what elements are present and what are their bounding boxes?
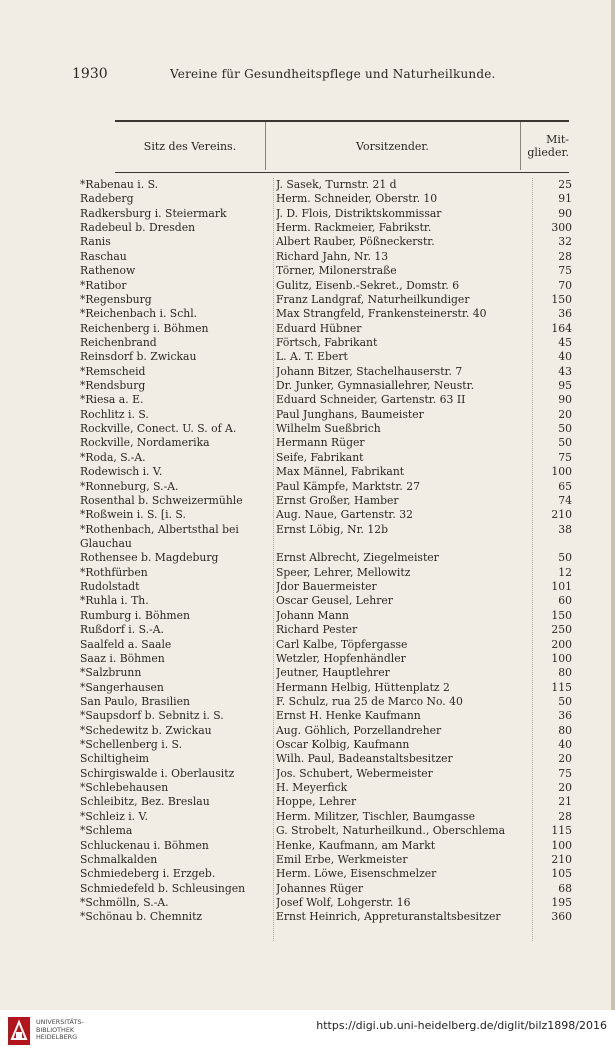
- library-name: UNIVERSITÄTS- BIBLIOTHEK HEIDELBERG: [36, 1018, 84, 1042]
- members-cell: 150: [551, 608, 572, 622]
- seat-cell: *Schedewitz b. Zwickau: [80, 723, 212, 737]
- members-cell: 45: [558, 335, 572, 349]
- seat-cell: *Schmölln, S.-A.: [80, 895, 169, 909]
- members-cell: 50: [558, 422, 572, 436]
- table-row: [70, 379, 572, 393]
- chair-cell: Jeutner, Hauptlehrer: [276, 666, 390, 680]
- chair-cell: Richard Pester: [276, 623, 358, 637]
- chair-cell: Ernst Heinrich, Appreturanstaltsbesitzer: [276, 910, 501, 924]
- table-row: [70, 221, 572, 235]
- members-cell: 32: [558, 235, 572, 249]
- chair-cell: Hermann Rüger: [276, 436, 365, 450]
- table-row: [70, 293, 572, 307]
- table-row: [70, 709, 572, 723]
- members-cell: 21: [558, 795, 572, 809]
- chair-cell: H. Meyerfick: [276, 781, 348, 795]
- table-row: [70, 609, 572, 623]
- table-row: [70, 422, 572, 436]
- table-row: [70, 279, 572, 293]
- members-cell: 28: [558, 809, 572, 823]
- members-cell: 12: [558, 565, 572, 579]
- members-cell: 68: [558, 881, 572, 895]
- seat-cell: *Riesa a. E.: [80, 393, 144, 407]
- chair-cell: Max Männel, Fabrikant: [276, 465, 405, 479]
- seat-cell: *Rothenbach, Albertsthal bei Glauchau: [80, 522, 239, 550]
- members-cell: 200: [551, 637, 572, 651]
- running-header: [72, 66, 542, 86]
- column-header-members: Mit-glieder.: [527, 133, 569, 159]
- seat-cell: *Ruhla i. Th.: [80, 594, 149, 608]
- chair-cell: Emil Erbe, Werkmeister: [276, 852, 408, 866]
- members-cell: 70: [558, 278, 572, 292]
- chair-cell: Franz Landgraf, Naturheilkundiger: [276, 292, 470, 306]
- chair-cell: Eduard Hübner: [276, 321, 362, 335]
- running-title: Vereine für Gesundheitspflege und Naturheilkunde.: [170, 67, 496, 81]
- seat-cell: Reichenbrand: [80, 335, 157, 349]
- chair-cell: Jos. Schubert, Webermeister: [276, 766, 433, 780]
- chair-cell: Oscar Geusel, Lehrer: [276, 594, 393, 608]
- members-cell: 20: [558, 752, 572, 766]
- chair-cell: Speer, Lehrer, Mellowitz: [276, 565, 411, 579]
- table-row: [70, 652, 572, 666]
- members-cell: 100: [551, 838, 572, 852]
- university-library-logo-icon: [8, 1017, 30, 1045]
- table-row: [70, 882, 572, 896]
- members-cell: 28: [558, 249, 572, 263]
- chair-cell: Ernst H. Henke Kaufmann: [276, 709, 421, 723]
- members-cell: 100: [551, 465, 572, 479]
- seat-cell: Radeberg: [80, 192, 134, 206]
- table-row: [70, 178, 572, 192]
- members-cell: 210: [551, 508, 572, 522]
- chair-cell: Josef Wolf, Lohgerstr. 16: [276, 895, 411, 909]
- seat-cell: Schmiedeberg i. Erzgeb.: [80, 867, 216, 881]
- seat-cell: Raschau: [80, 249, 127, 263]
- table-row: [70, 781, 572, 795]
- seat-cell: Radebeul b. Dresden: [80, 221, 196, 235]
- table-row: [70, 824, 572, 838]
- table-row: [70, 724, 572, 738]
- seat-cell: *Roda, S.-A.: [80, 450, 146, 464]
- members-cell: 360: [551, 910, 572, 924]
- seat-cell: *Schönau b. Chemnitz: [80, 910, 203, 924]
- members-cell: 50: [558, 551, 572, 565]
- members-cell: 75: [558, 766, 572, 780]
- seat-cell: Rathenow: [80, 264, 136, 278]
- seat-cell: *Rabenau i. S.: [80, 178, 159, 191]
- table-row: [70, 666, 572, 680]
- members-cell: 75: [558, 264, 572, 278]
- seat-cell: Rodewisch i. V.: [80, 465, 163, 479]
- chair-cell: Max Strangfeld, Frankensteinerstr. 40: [276, 307, 487, 321]
- chair-cell: Herm. Schneider, Oberstr. 10: [276, 192, 438, 206]
- table-row: [70, 465, 572, 479]
- seat-cell: Rockville, Nordamerika: [80, 436, 210, 450]
- table-row: [70, 480, 572, 494]
- table-row: [70, 594, 572, 608]
- seat-cell: Schmiedefeld b. Schleusingen: [80, 881, 246, 895]
- members-cell: 40: [558, 350, 572, 364]
- members-cell: 90: [558, 393, 572, 407]
- table-header: [115, 122, 569, 172]
- table-row: [70, 896, 572, 910]
- seat-cell: Saalfeld a. Saale: [80, 637, 172, 651]
- table-row: [70, 810, 572, 824]
- seat-cell: Schmalkalden: [80, 852, 158, 866]
- association-table-body: [70, 178, 572, 925]
- members-cell: 20: [558, 407, 572, 421]
- page-number: 1930: [72, 66, 108, 82]
- seat-cell: Rochlitz i. S.: [80, 407, 149, 421]
- seat-cell: Ranis: [80, 235, 111, 249]
- table-header-rule: [115, 172, 569, 173]
- table-row: [70, 867, 572, 881]
- seat-cell: Schluckenau i. Böhmen: [80, 838, 209, 852]
- column-header-seat: Sitz des Vereins.: [143, 139, 237, 153]
- table-row: [70, 250, 572, 264]
- members-cell: 164: [551, 321, 572, 335]
- table-row: [70, 910, 572, 924]
- table-row: [70, 307, 572, 321]
- table-row: [70, 523, 572, 552]
- table-row: [70, 738, 572, 752]
- chair-cell: Törner, Milonerstraße: [276, 264, 397, 278]
- chair-cell: Johann Mann: [276, 608, 349, 622]
- members-cell: 80: [558, 723, 572, 737]
- seat-cell: *Schellenberg i. S.: [80, 738, 183, 752]
- seat-cell: Reichenberg i. Böhmen: [80, 321, 209, 335]
- chair-cell: Herm. Militzer, Tischler, Baumgasse: [276, 809, 475, 823]
- header-divider: [520, 122, 521, 170]
- chair-cell: Carl Kalbe, Töpfergasse: [276, 637, 408, 651]
- chair-cell: Herm. Löwe, Eisenschmelzer: [276, 867, 437, 881]
- seat-cell: Rudolstadt: [80, 580, 140, 594]
- table-row: [70, 235, 572, 249]
- table-row: [70, 638, 572, 652]
- members-cell: 210: [551, 852, 572, 866]
- seat-cell: *Salzbrunn: [80, 666, 142, 680]
- seat-cell: *Ronneburg, S.-A.: [80, 479, 179, 493]
- table-row: [70, 264, 572, 278]
- seat-cell: *Roßwein i. S. [i. S.: [80, 508, 186, 522]
- members-cell: 60: [558, 594, 572, 608]
- members-cell: 150: [551, 292, 572, 306]
- header-divider: [265, 122, 266, 170]
- chair-cell: Paul Junghans, Baumeister: [276, 407, 424, 421]
- chair-cell: Paul Kämpfe, Marktstr. 27: [276, 479, 420, 493]
- members-cell: 20: [558, 781, 572, 795]
- chair-cell: Ernst Großer, Hamber: [276, 493, 399, 507]
- chair-cell: Wilhelm Sueßbrich: [276, 422, 381, 436]
- members-cell: 43: [558, 364, 572, 378]
- members-cell: 115: [551, 680, 572, 694]
- table-row: [70, 350, 572, 364]
- members-cell: 115: [551, 824, 572, 838]
- chair-cell: Gulitz, Eisenb.-Sekret., Domstr. 6: [276, 278, 460, 292]
- members-cell: 100: [551, 651, 572, 665]
- members-cell: 75: [558, 450, 572, 464]
- table-row: [70, 839, 572, 853]
- members-cell: 105: [551, 867, 572, 881]
- table-row: [70, 207, 572, 221]
- seat-cell: *Rothfürben: [80, 565, 148, 579]
- seat-cell: *Schlebehausen: [80, 781, 169, 795]
- members-cell: 38: [558, 522, 572, 536]
- chair-cell: Hermann Helbig, Hüttenplatz 2: [276, 680, 450, 694]
- seat-cell: San Paulo, Brasilien: [80, 694, 190, 708]
- chair-cell: F. Schulz, rua 25 de Marco No. 40: [276, 694, 463, 708]
- members-cell: 91: [558, 192, 572, 206]
- members-cell: 95: [558, 379, 572, 393]
- chair-cell: Johannes Rüger: [276, 881, 364, 895]
- table-row: [70, 336, 572, 350]
- chair-cell: Richard Jahn, Nr. 13: [276, 249, 389, 263]
- seat-cell: Rumburg i. Böhmen: [80, 608, 190, 622]
- members-cell: 250: [551, 623, 572, 637]
- members-cell: 50: [558, 694, 572, 708]
- viewer-footer: [0, 1010, 615, 1057]
- seat-cell: Rosenthal b. Schweizermühle: [80, 493, 243, 507]
- table-row: [70, 681, 572, 695]
- seat-cell: Rockville, Conect. U. S. of A.: [80, 422, 237, 436]
- chair-cell: Aug. Göhlich, Porzellandreher: [276, 723, 442, 737]
- chair-cell: Eduard Schneider, Gartenstr. 63 II: [276, 393, 466, 407]
- seat-cell: Schirgiswalde i. Oberlausitz: [80, 766, 235, 780]
- chair-cell: L. A. T. Ebert: [276, 350, 348, 364]
- table-row: [70, 767, 572, 781]
- table-row: [70, 580, 572, 594]
- source-url-link[interactable]: https://digi.ub.uni-heidelberg.de/diglit/bilz1898/2016: [316, 1019, 607, 1032]
- seat-cell: Radkersburg i. Steiermark: [80, 206, 227, 220]
- chair-cell: Henke, Kaufmann, am Markt: [276, 838, 436, 852]
- table-row: [70, 695, 572, 709]
- table-row: [70, 623, 572, 637]
- members-cell: 36: [558, 307, 572, 321]
- seat-cell: Rußdorf i. S.-A.: [80, 623, 164, 637]
- table-row: [70, 365, 572, 379]
- seat-cell: Saaz i. Böhmen: [80, 651, 165, 665]
- table-row: [70, 322, 572, 336]
- chair-cell: Albert Rauber, Pößneckerstr.: [276, 235, 435, 249]
- table-row: [70, 853, 572, 867]
- chair-cell: Wilh. Paul, Badeanstaltsbesitzer: [276, 752, 453, 766]
- members-cell: 90: [558, 206, 572, 220]
- chair-cell: Hoppe, Lehrer: [276, 795, 357, 809]
- chair-cell: J. D. Flois, Distriktskommissar: [276, 206, 442, 220]
- members-cell: 74: [558, 493, 572, 507]
- chair-cell: Oscar Kolbig, Kaufmann: [276, 738, 410, 752]
- table-row: [70, 551, 572, 565]
- table-row: [70, 566, 572, 580]
- members-cell: 40: [558, 738, 572, 752]
- chair-cell: Johann Bitzer, Stachelhauserstr. 7: [276, 364, 463, 378]
- page-edge: [611, 0, 615, 1010]
- table-row: [70, 192, 572, 206]
- members-cell: 195: [551, 895, 572, 909]
- table-row: [70, 393, 572, 407]
- seat-cell: *Rendsburg: [80, 379, 146, 393]
- seat-cell: Reinsdorf b. Zwickau: [80, 350, 197, 364]
- members-cell: 80: [558, 666, 572, 680]
- seat-cell: Schleibitz, Bez. Breslau: [80, 795, 210, 809]
- seat-cell: *Reichenbach i. Schl.: [80, 307, 198, 321]
- chair-cell: Jdor Bauermeister: [276, 580, 377, 594]
- chair-cell: Seife, Fabrikant: [276, 450, 364, 464]
- column-header-chair: Vorsitzender.: [356, 139, 429, 153]
- members-cell: 25: [558, 178, 572, 191]
- members-cell: 50: [558, 436, 572, 450]
- table-row: [70, 436, 572, 450]
- members-cell: 36: [558, 709, 572, 723]
- members-cell: 300: [551, 221, 572, 235]
- seat-cell: *Regensburg: [80, 292, 152, 306]
- table-row: [70, 752, 572, 766]
- seat-cell: *Schlema: [80, 824, 133, 838]
- chair-cell: J. Sasek, Turnstr. 21 d: [276, 178, 397, 191]
- chair-cell: Aug. Naue, Gartenstr. 32: [276, 508, 413, 522]
- seat-cell: Rothensee b. Magdeburg: [80, 551, 219, 565]
- seat-cell: *Saupsdorf b. Sebnitz i. S.: [80, 709, 224, 723]
- chair-cell: Dr. Junker, Gymnasiallehrer, Neustr.: [276, 379, 475, 393]
- chair-cell: Förtsch, Fabrikant: [276, 335, 378, 349]
- table-row: [70, 795, 572, 809]
- members-cell: 101: [551, 580, 572, 594]
- seat-cell: *Remscheid: [80, 364, 146, 378]
- table-row: [70, 408, 572, 422]
- chair-cell: G. Strobelt, Naturheilkund., Oberschlema: [276, 824, 506, 838]
- seat-cell: *Schleiz i. V.: [80, 809, 148, 823]
- seat-cell: Schiltigheim: [80, 752, 150, 766]
- members-cell: 65: [558, 479, 572, 493]
- seat-cell: *Sangerhausen: [80, 680, 164, 694]
- seat-cell: *Ratibor: [80, 278, 127, 292]
- table-row: [70, 494, 572, 508]
- chair-cell: Herm. Rackmeier, Fabrikstr.: [276, 221, 432, 235]
- chair-cell: Wetzler, Hopfenhändler: [276, 651, 406, 665]
- table-row: [70, 451, 572, 465]
- table-row: [70, 508, 572, 522]
- chair-cell: Ernst Albrecht, Ziegelmeister: [276, 551, 439, 565]
- chair-cell: Ernst Löbig, Nr. 12b: [276, 522, 389, 536]
